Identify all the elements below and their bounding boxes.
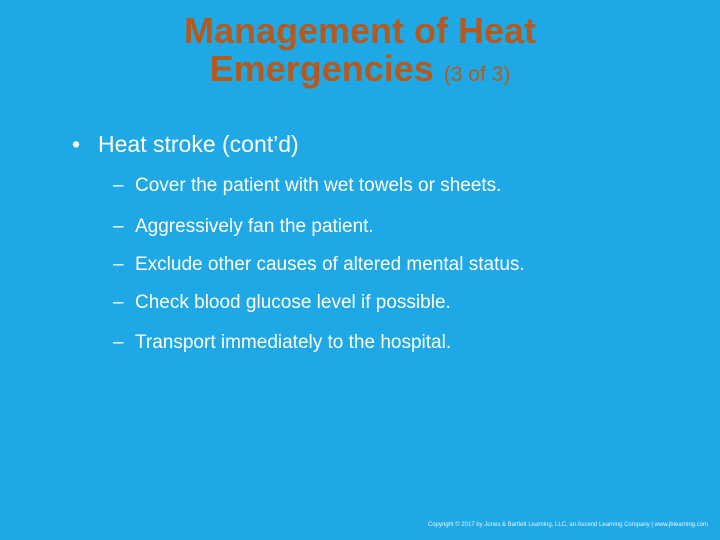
title-line-2-text: Emergencies xyxy=(209,48,434,89)
dash-icon: – xyxy=(113,332,124,353)
dash-icon: – xyxy=(113,175,124,196)
slide-title xyxy=(0,12,720,94)
dash-icon: – xyxy=(113,292,124,313)
sub-bullet-5 xyxy=(113,332,451,354)
sub-bullet-text: Exclude other causes of altered mental status. xyxy=(135,254,525,275)
sub-bullet-text: Cover the patient with wet towels or sheets. xyxy=(135,175,502,196)
sub-bullet-2 xyxy=(113,216,374,238)
bullet-text: Heat stroke (cont’d) xyxy=(98,131,299,157)
sub-bullet-3 xyxy=(113,254,525,276)
sub-bullet-text: Check blood glucose level if possible. xyxy=(135,292,451,313)
sub-bullet-1 xyxy=(113,175,501,197)
sub-bullet-4 xyxy=(113,292,451,314)
sub-bullet-text: Aggressively fan the patient. xyxy=(135,216,374,237)
dash-icon: – xyxy=(113,216,124,237)
copyright-footer: Copyright © 2017 by Jones & Bartlett Learning, LLC, an Ascend Learning Company | www.jblearning.com xyxy=(427,522,708,528)
dash-icon: – xyxy=(113,254,124,275)
bullet-dot: • xyxy=(72,131,81,157)
sub-bullet-text: Transport immediately to the hospital. xyxy=(135,332,452,353)
title-line-2 xyxy=(0,50,720,94)
bullet-heat-stroke xyxy=(72,131,299,158)
title-line-1: Management of Heat xyxy=(183,10,537,51)
title-part-indicator: (3 of 3) xyxy=(443,63,511,86)
